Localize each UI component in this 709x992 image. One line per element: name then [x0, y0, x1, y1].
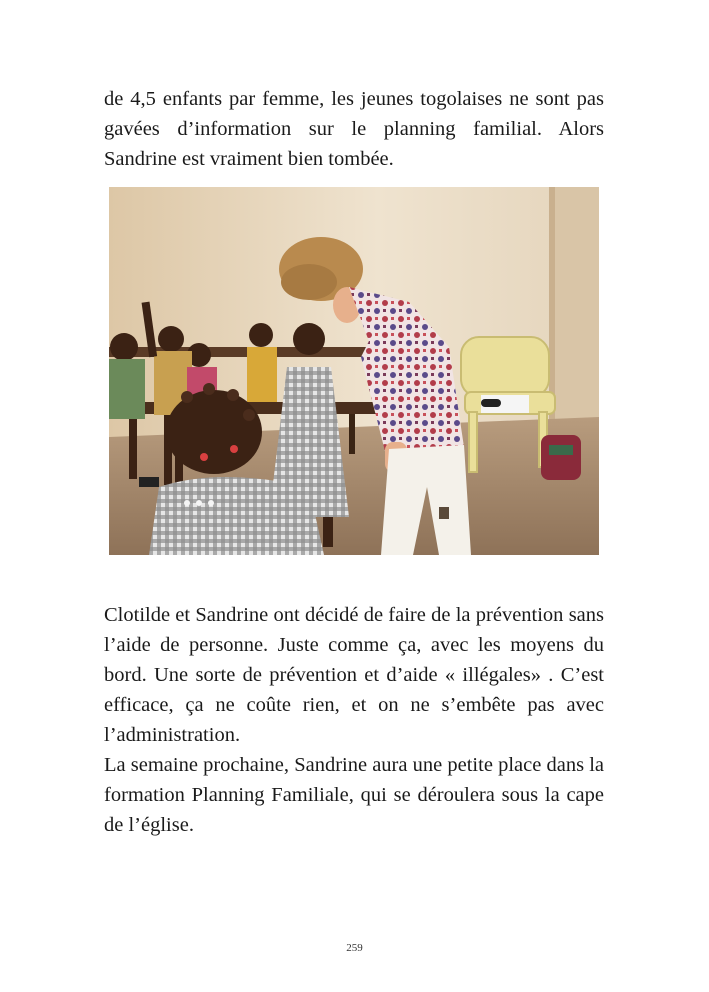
- photograph-icon: [109, 187, 599, 555]
- photograph: [109, 187, 599, 555]
- text-block-bottom: [104, 600, 604, 840]
- paragraph-bottom: La semaine prochaine, Sandrine aura une petite place dans la formation Planning Familiale, qui se déroulera sous la cape de l’église.: [104, 754, 604, 836]
- page-number: 259: [346, 942, 363, 954]
- paragraph-middle: Clotilde et Sandrine ont décidé de faire de la prévention sans l’aide de personne. Juste comme ça, avec les moyens du bord. Une sorte de prévention et d’aide « illégales» . C’est efficace, ça ne coûte rien, et on ne s’embête pas avec l’administration.: [104, 604, 604, 746]
- paragraph-top: de 4,5 enfants par femme, les jeunes togolaises ne sont pas gavées d’information sur le planning familial. Alors Sandrine est vraiment bien tombée.: [104, 88, 604, 170]
- text-block-top: [104, 84, 604, 174]
